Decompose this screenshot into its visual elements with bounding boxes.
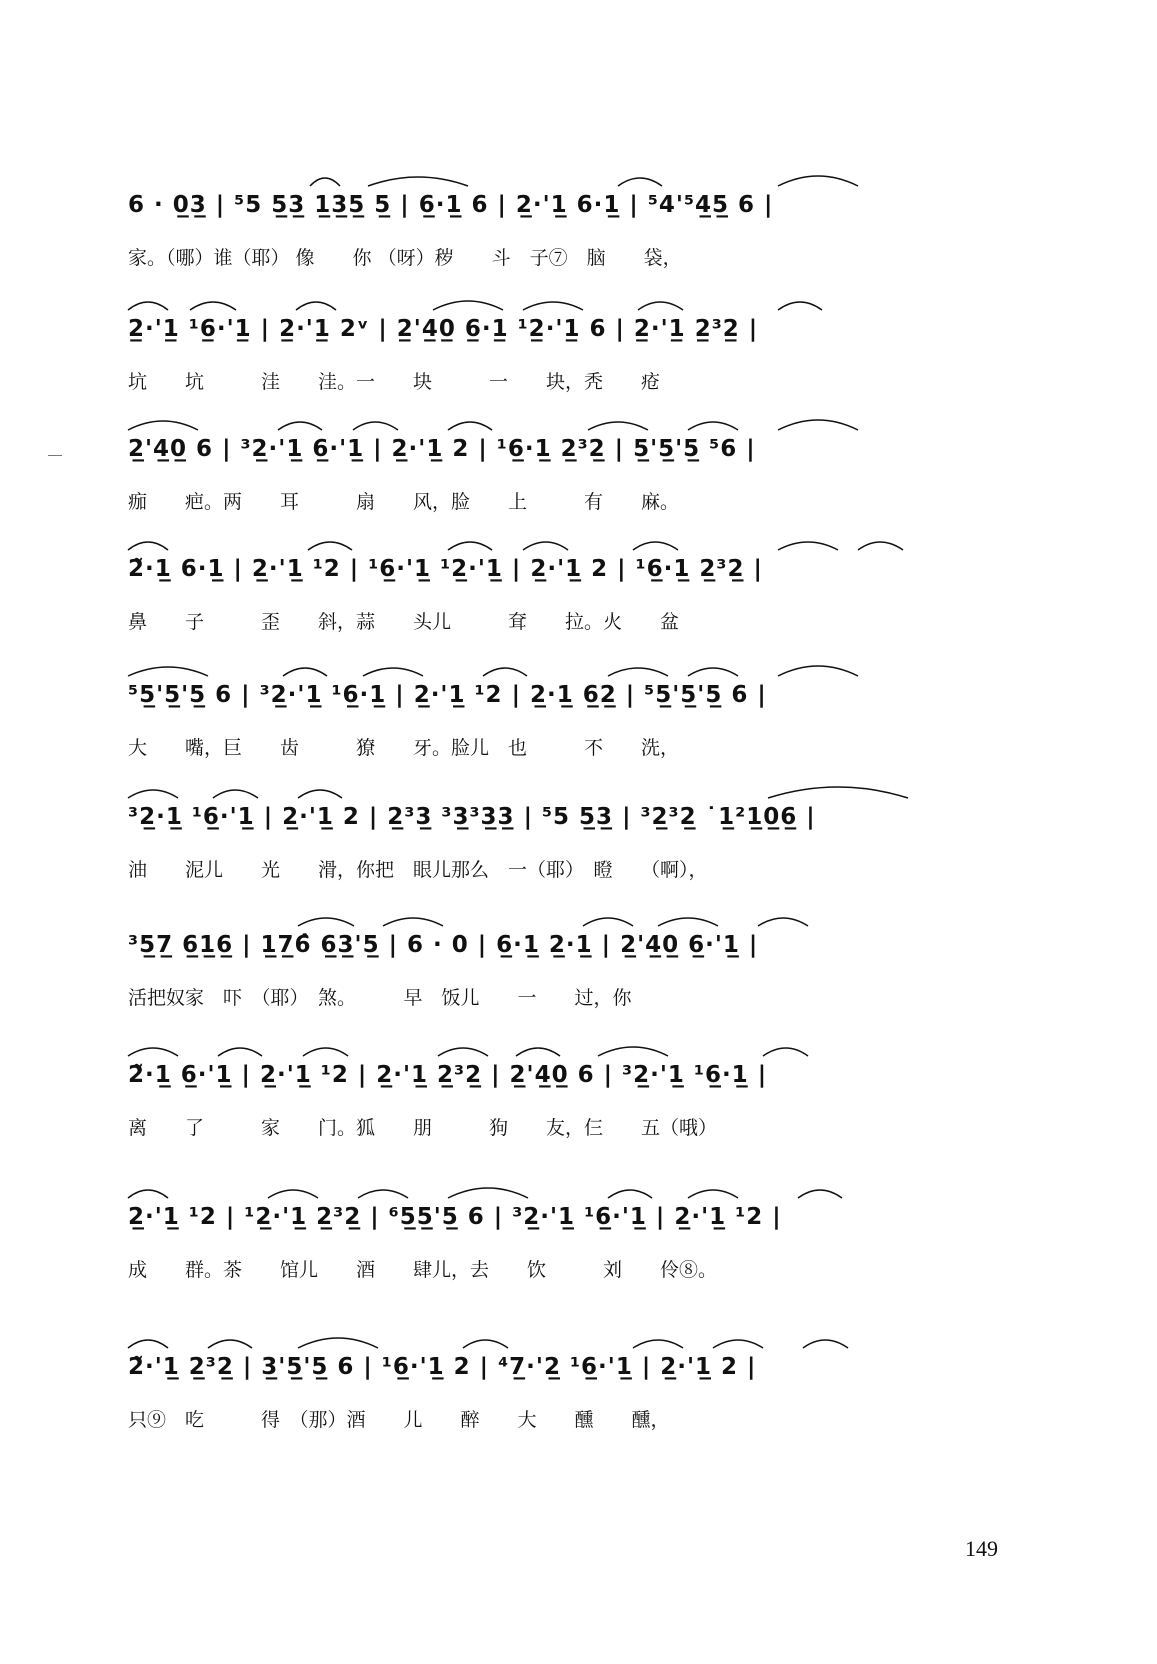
notation-line: 2̲'4̲0̲ 6 | ³2̲·'1̲ 6̲·'1̲ | 2̲·'1̲ 2 | ¹6̲·1̲ 2̲³2̲ | 5̲'5̲'5̲ ⁵6 | <box>128 436 756 462</box>
lyric-line: 鼻 子 歪 斜，蒜 头儿 耷 拉。火 盆 <box>128 611 680 633</box>
lyric-line: 油 泥儿 光 滑，你把 眼儿那么 一（耶） 瞪 （啊）， <box>128 859 708 881</box>
lyric-line: 痂 疤。两 耳 扇 风，脸 上 有 麻。 <box>128 491 680 513</box>
score-system-8 <box>128 1052 1008 1162</box>
score-system-7 <box>128 922 1008 1032</box>
lyric-line: 大 嘴，巨 齿 獠 牙。脸儿 也 不 洗， <box>128 737 680 759</box>
score-system-4 <box>128 546 1008 656</box>
lyric-line: 活把奴家 吓 （耶） 煞。 早 饭儿 一 过，你 <box>128 987 632 1009</box>
score-system-1 <box>128 182 1008 292</box>
score-system-2 <box>128 306 1008 416</box>
page-number: 149 <box>965 1536 998 1561</box>
lyric-line: 离 了 家 门。狐 朋 狗 友，仨 五（哦） <box>128 1117 718 1139</box>
notation-line: 2̲·'1̲ ¹6̲·'1̲ | 2̲·'1̲ 2ᵛ | 2̲'4̲0̲ 6̲·1̲ ¹2̲·'1̲ 6 | 2̲·'1̲ 2̲³2̲ | <box>128 316 759 342</box>
score-system-10 <box>128 1344 1008 1454</box>
notation-line: 6 · 0̲3̲ | ⁵5 5̲3̲ 1̲3̲5̲ 5̲ | 6̲·1̲ 6 | 2̲·'1̲ 6·1̲ | ⁵4'⁵4̲5̲ 6 | <box>128 192 774 218</box>
score-system-6 <box>128 794 1008 904</box>
lyric-line: 家。（哪）谁（耶） 像 你 （呀）秽 斗 子⑦ 脑 袋， <box>128 247 682 269</box>
score-system-9 <box>128 1194 1008 1304</box>
notation-line: ³2̲·1̲ ¹6̲·'1̲ | 2̲·'1̲ 2 | 2̲³3̲ ³3̲³3̲3̲ | ⁵5 5̲3̲ | ³2̲³2̲ ˙1̲²1̲0̲6̲ | <box>128 804 816 830</box>
notation-line: ⁵5̲'5̲'5̲ 6 | ³2̲·'1̲ ¹6̲·1̲ | 2̲·'1̲ ¹2 | 2̲·1̲ 6̲2̲ | ⁵5̲'5̲'5̲ 6 | <box>128 682 767 708</box>
notation-line: 2̃·1̲ 6̲·'1̲ | 2̲·'1̲ ¹2 | 2̲·'1̲ 2̲³2̲ | 2̲'4̲0̲ 6 | ³2̲·'1̲ ¹6̲·1̲ | <box>128 1062 768 1088</box>
notation-line: 2̃·1̲ 6·1̲ | 2̲·'1̲ ¹2 | ¹6̲·'1̲ ¹2̲·'1̲ | 2̲·'1̲ 2 | ¹6̲·1̲ 2̲³2̲ | <box>128 556 763 582</box>
notation-line: ³5̲7̲ 6̲1̲6̲ | 1̲7̲6̂ 6̲3̲'5̲ | 6 · 0 | 6̲·1̲ 2̲·1̲ | 2̲'4̲0̲ 6̲·'1̲ | <box>128 932 759 958</box>
lyric-line: 只⑨ 吃 得 （那）酒 儿 醉 大 醺 醺， <box>128 1409 670 1431</box>
lyric-line: 坑 坑 洼 洼。一 块 一 块，秃 疮 <box>128 371 661 393</box>
lyric-line: 成 群。茶 馆儿 酒 肆儿，去 饮 刘 伶⑧。 <box>128 1259 718 1281</box>
score-system-3 <box>128 426 1008 536</box>
notation-line: 2̃·'1̲ 2̲³2̲ | 3̲'5̲'5̲ 6 | ¹6̲·'1̲ 2 | ⁴7̲·'2̲ ¹6̲·'1̲ | 2̲·'1̲ 2 | <box>128 1354 757 1380</box>
margin-mark <box>48 455 62 456</box>
notation-line: 2̲·'1̲ ¹2 | ¹2̲·'1̲ 2̲³2̲ | ⁶5̲5̲'5̲ 6 | ³2̲·'1̲ ¹6̲·'1̲ | 2̲·'1̲ ¹2 | <box>128 1204 782 1230</box>
score-system-5 <box>128 672 1008 782</box>
